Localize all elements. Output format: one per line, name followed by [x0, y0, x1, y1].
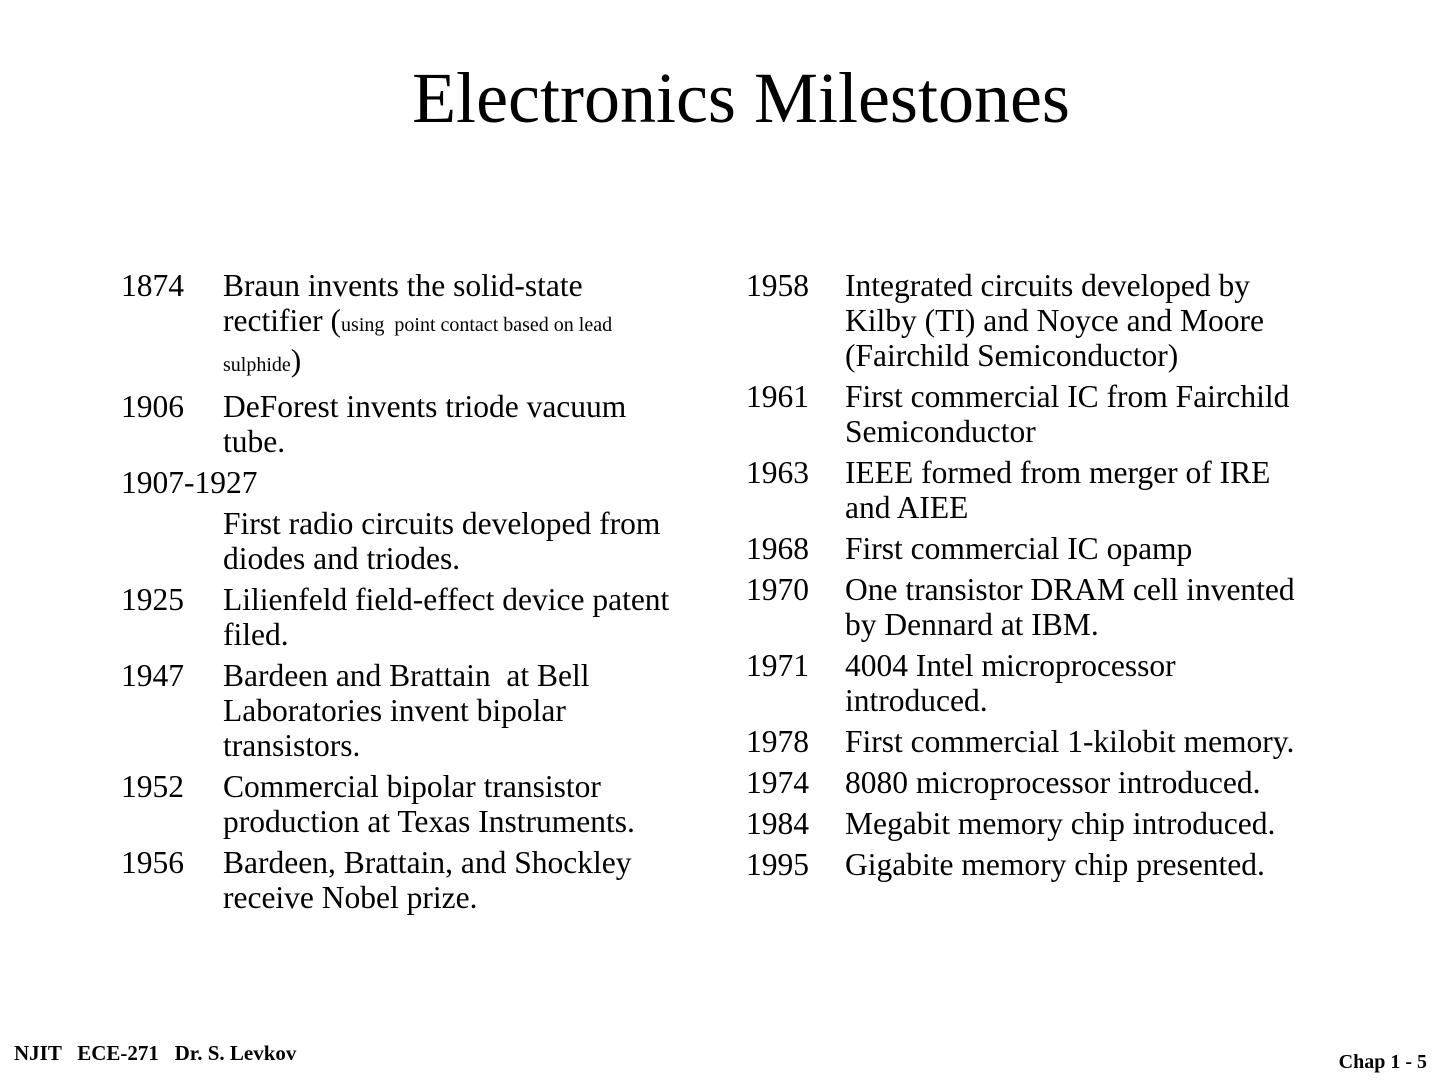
timeline-entry	[746, 379, 1305, 449]
entry-text	[223, 658, 685, 763]
timeline-entry	[121, 506, 685, 576]
entry-year: 1947	[121, 658, 184, 693]
entry-text	[845, 847, 1305, 882]
timeline-entry	[746, 648, 1305, 718]
timeline-entry	[121, 582, 685, 652]
entry-year: 1906	[121, 389, 184, 424]
entry-year: 1978	[746, 724, 809, 759]
entry-text-segment: First commercial IC opamp	[845, 531, 1193, 566]
footer-course-info: NJIT ECE-271 Dr. S. Levkov	[14, 1041, 297, 1065]
entry-text-segment: Integrated circuits developed by Kilby (TI) and Noyce and Moore (Fairchild Semiconductor)	[845, 268, 1272, 373]
entry-text-segment: Commercial bipolar transistor production at Texas Instruments.	[223, 769, 635, 839]
entry-text	[223, 268, 685, 383]
entry-year: 1974	[746, 765, 809, 800]
timeline-entry	[121, 389, 685, 459]
entry-text	[845, 572, 1305, 642]
timeline-entry	[746, 572, 1305, 642]
entry-text-segment: One transistor DRAM cell invented by Dennard at IBM.	[845, 572, 1303, 642]
entry-text-segment: Lilienfeld field-effect device patent filed.	[223, 582, 678, 652]
entry-year	[121, 506, 223, 576]
timeline-entry	[121, 658, 685, 763]
entry-year: 1984	[746, 806, 809, 841]
timeline-entry	[121, 268, 685, 383]
entry-text-segment: Bardeen, Brattain, and Shockley receive Nobel prize.	[223, 845, 640, 915]
entry-text	[845, 724, 1305, 759]
entry-year: 1907-1927	[121, 465, 258, 500]
entry-text	[223, 389, 685, 459]
entry-text	[845, 765, 1305, 800]
entry-text-segment: First radio circuits developed from diodes and triodes.	[223, 506, 669, 576]
entry-year: 1874	[121, 268, 184, 303]
entry-text	[845, 648, 1305, 718]
entry-text	[223, 582, 685, 652]
page-title: Electronics Milestones	[412, 58, 1070, 138]
entry-text-segment: First commercial IC from Fairchild Semiconductor	[845, 379, 1298, 449]
entry-year: 1958	[746, 268, 809, 303]
timeline-entry	[746, 268, 1305, 373]
entry-text	[845, 455, 1305, 525]
entry-text	[845, 531, 1305, 566]
entry-text-segment: Megabit memory chip introduced.	[845, 806, 1276, 841]
entry-text-segment: )	[290, 343, 302, 378]
entry-text	[223, 506, 685, 576]
timeline-entry	[746, 531, 1305, 566]
entry-text-segment: Bardeen and Brattain at Bell Laboratories invent bipolar transistors.	[223, 658, 598, 763]
entry-text	[845, 379, 1305, 449]
entry-year: 1961	[746, 379, 809, 414]
entry-year: 1963	[746, 455, 809, 490]
entry-year: 1952	[121, 769, 184, 804]
footer-page-number: Chap 1 - 5	[1338, 1051, 1427, 1073]
entry-text	[223, 769, 685, 839]
entry-text-segment: 4004 Intel microprocessor introduced.	[845, 648, 1184, 718]
entry-text-segment: Gigabite memory chip presented.	[845, 847, 1265, 882]
entry-text-segment: 8080 microprocessor introduced.	[845, 765, 1261, 800]
entry-year: 1925	[121, 582, 184, 617]
entry-text	[845, 268, 1305, 373]
timeline-right-column	[746, 268, 1305, 888]
timeline-left-column	[121, 268, 685, 921]
timeline-entry	[746, 765, 1305, 800]
timeline-entry	[746, 806, 1305, 841]
timeline-entry	[121, 769, 685, 839]
entry-text	[223, 845, 685, 915]
entry-year: 1956	[121, 845, 184, 880]
timeline-entry	[121, 845, 685, 915]
timeline-entry	[746, 455, 1305, 525]
entry-text	[845, 806, 1305, 841]
entry-text-segment: First commercial 1-kilobit memory.	[845, 724, 1295, 759]
entry-year: 1971	[746, 648, 809, 683]
entry-text-small-segment: using point contact based on lead sulphide	[223, 314, 618, 376]
entry-year: 1968	[746, 531, 809, 566]
entry-text-segment: Braun invents the solid-state rectifier (	[223, 268, 591, 338]
entry-year: 1970	[746, 572, 809, 607]
timeline-entry	[746, 724, 1305, 759]
entry-text-segment: IEEE formed from merger of IRE and AIEE	[845, 455, 1279, 525]
entry-year: 1995	[746, 847, 809, 882]
timeline-entry	[121, 465, 685, 500]
entry-text-segment: DeForest invents triode vacuum tube.	[223, 389, 635, 459]
timeline-entry	[746, 847, 1305, 882]
